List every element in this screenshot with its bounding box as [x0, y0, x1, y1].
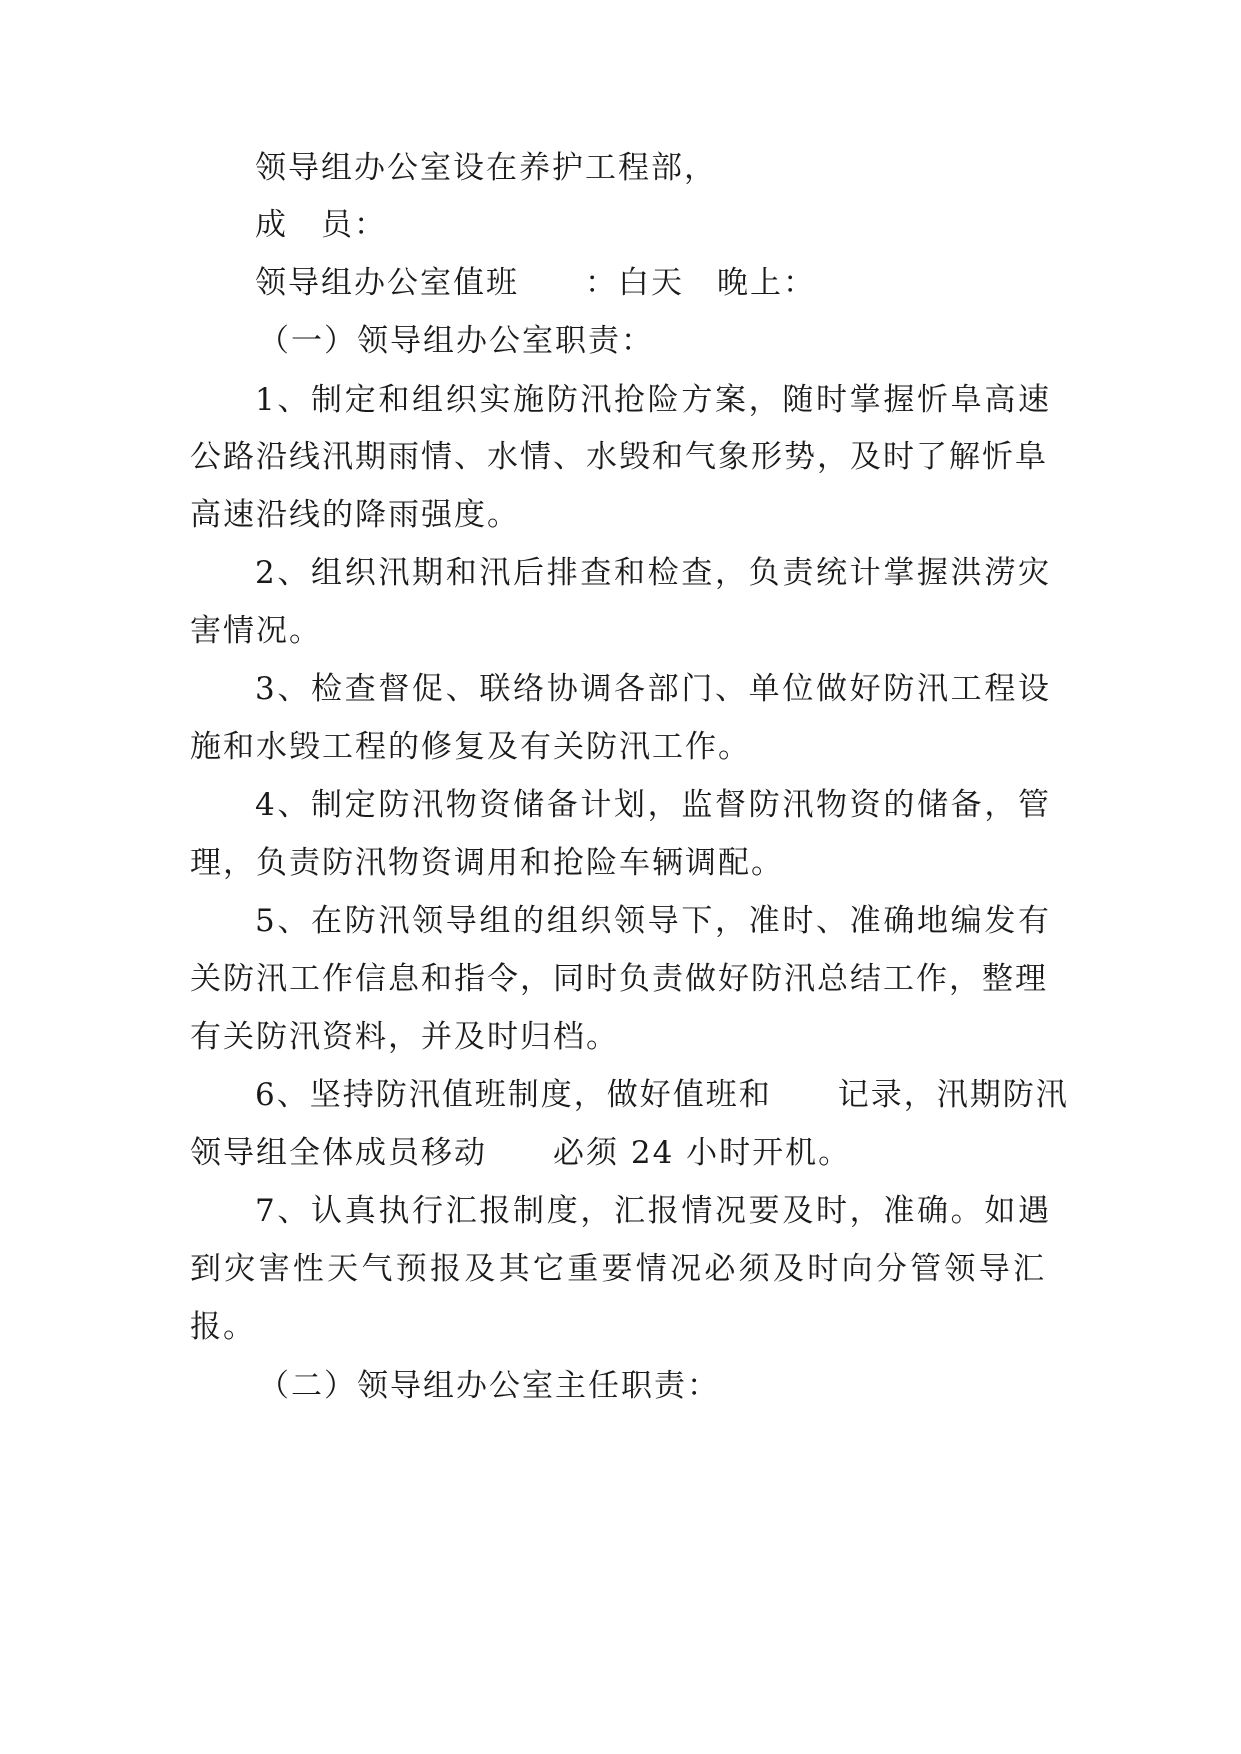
- paragraph-5-line-3: 有关防汛资料，并及时归档。: [190, 1019, 619, 1055]
- section-heading-1: （一）领导组办公室职责：: [258, 323, 654, 359]
- paragraph-3-line-1: 3、检查督促、联络协调各部门、单位做好防汛工程设: [255, 671, 1051, 707]
- paragraph-4-line-2: 理，负责防汛物资调用和抢险车辆调配。: [190, 845, 784, 881]
- paragraph-1-line-1: 1、制定和组织实施防汛抢险方案，随时掌握忻阜高速: [255, 382, 1051, 418]
- paragraph-7-line-2: 到灾害性天气预报及其它重要情况必须及时向分管领导汇: [190, 1251, 1046, 1287]
- paragraph-4-line-1: 4、制定防汛物资储备计划，监督防汛物资的储备，管: [255, 787, 1051, 823]
- paragraph-3-line-2: 施和水毁工程的修复及有关防汛工作。: [190, 729, 751, 765]
- paragraph-2-line-1: 2、组织汛期和汛后排查和检查，负责统计掌握洪涝灾: [255, 555, 1051, 591]
- paragraph-7-line-1: 7、认真执行汇报制度，汇报情况要及时，准确。如遇: [255, 1193, 1051, 1229]
- paragraph-5-line-1: 5、在防汛领导组的组织领导下，准时、准确地编发有: [255, 903, 1051, 939]
- paragraph-5-line-2: 关防汛工作信息和指令，同时负责做好防汛总结工作，整理: [190, 961, 1048, 997]
- paragraph-2-line-2: 害情况。: [190, 613, 322, 649]
- duty-line: 领导组办公室值班 ：白天 晚上：: [255, 265, 816, 301]
- paragraph-6-line-1: 6、坚持防汛值班制度，做好值班和 记录，汛期防汛: [255, 1077, 1069, 1113]
- paragraph-6-line-2: 领导组全体成员移动 必须 24 小时开机。: [190, 1135, 852, 1171]
- office-location-line: 领导组办公室设在养护工程部，: [255, 150, 717, 186]
- paragraph-1-line-3: 高速沿线的降雨强度。: [190, 497, 520, 533]
- paragraph-1-line-2: 公路沿线汛期雨情、水情、水毁和气象形势，及时了解忻阜: [190, 439, 1048, 475]
- paragraph-7-line-3: 报。: [190, 1309, 256, 1345]
- section-heading-2: （二）领导组办公室主任职责：: [258, 1368, 720, 1404]
- members-line: 成 员：: [255, 207, 387, 243]
